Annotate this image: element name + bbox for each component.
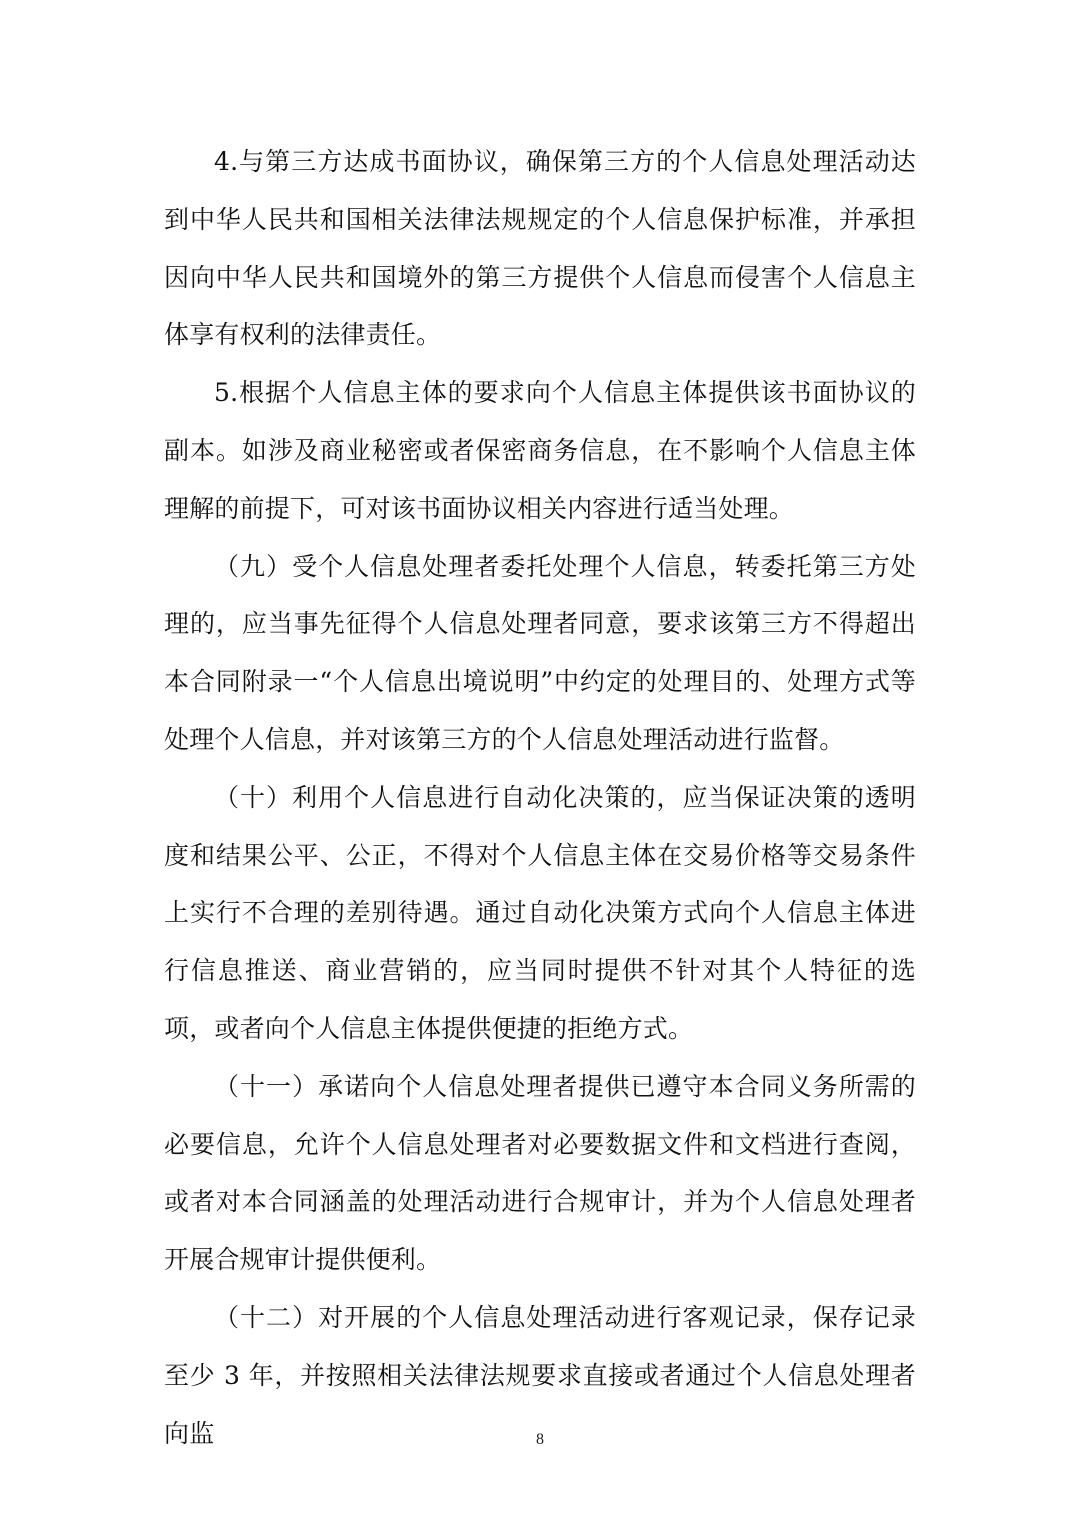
paragraph-clause-9: （九）受个人信息处理者委托处理个人信息，转委托第三方处理的，应当事先征得个人信息处理者同意，要求该第三方不得超出本合同附录一“个人信息出境说明”中约定的处理目的、处理方式等处理个人信息，并对该第三方的个人信息处理活动进行监督。 [164,551,916,754]
paragraph-clause-11: （十一）承诺向个人信息处理者提供已遵守本合同义务所需的必要信息，允许个人信息处理者对必要数据文件和文档进行查阅，或者对本合同涵盖的处理活动进行合规审计，并为个人信息处理者开展合规审计提供便利。 [164,1071,916,1275]
paragraph-clause-12: （十二）对开展的个人信息处理活动进行客观记录，保存记录至少 3 年，并按照相关法律法规要求直接或者通过个人信息处理者向监 [164,1302,916,1448]
paragraph-item-4: 4.与第三方达成书面协议，确保第三方的个人信息处理活动达到中华人民共和国相关法律法规规定的个人信息保护标准，并承担因向中华人民共和国境外的第三方提供个人信息而侵害个人信息主体享有权利的法律责任。 [164,147,916,350]
paragraph-clause-10: （十）利用个人信息进行自动化决策的，应当保证决策的透明度和结果公平、公正，不得对个人信息主体在交易价格等交易条件上实行不合理的差别待遇。通过自动化决策方式向个人信息主体进行信息推送、商业营销的，应当同时提供不针对其个人特征的选项，或者向个人信息主体提供便捷的拒绝方式。 [164,782,916,1043]
paragraph-item-5: 5.根据个人信息主体的要求向个人信息主体提供该书面协议的副本。如涉及商业秘密或者保密商务信息，在不影响个人信息主体理解的前提下，可对该书面协议相关内容进行适当处理。 [164,378,916,523]
page-number: 8 [536,1431,544,1448]
document-body [164,133,916,1462]
